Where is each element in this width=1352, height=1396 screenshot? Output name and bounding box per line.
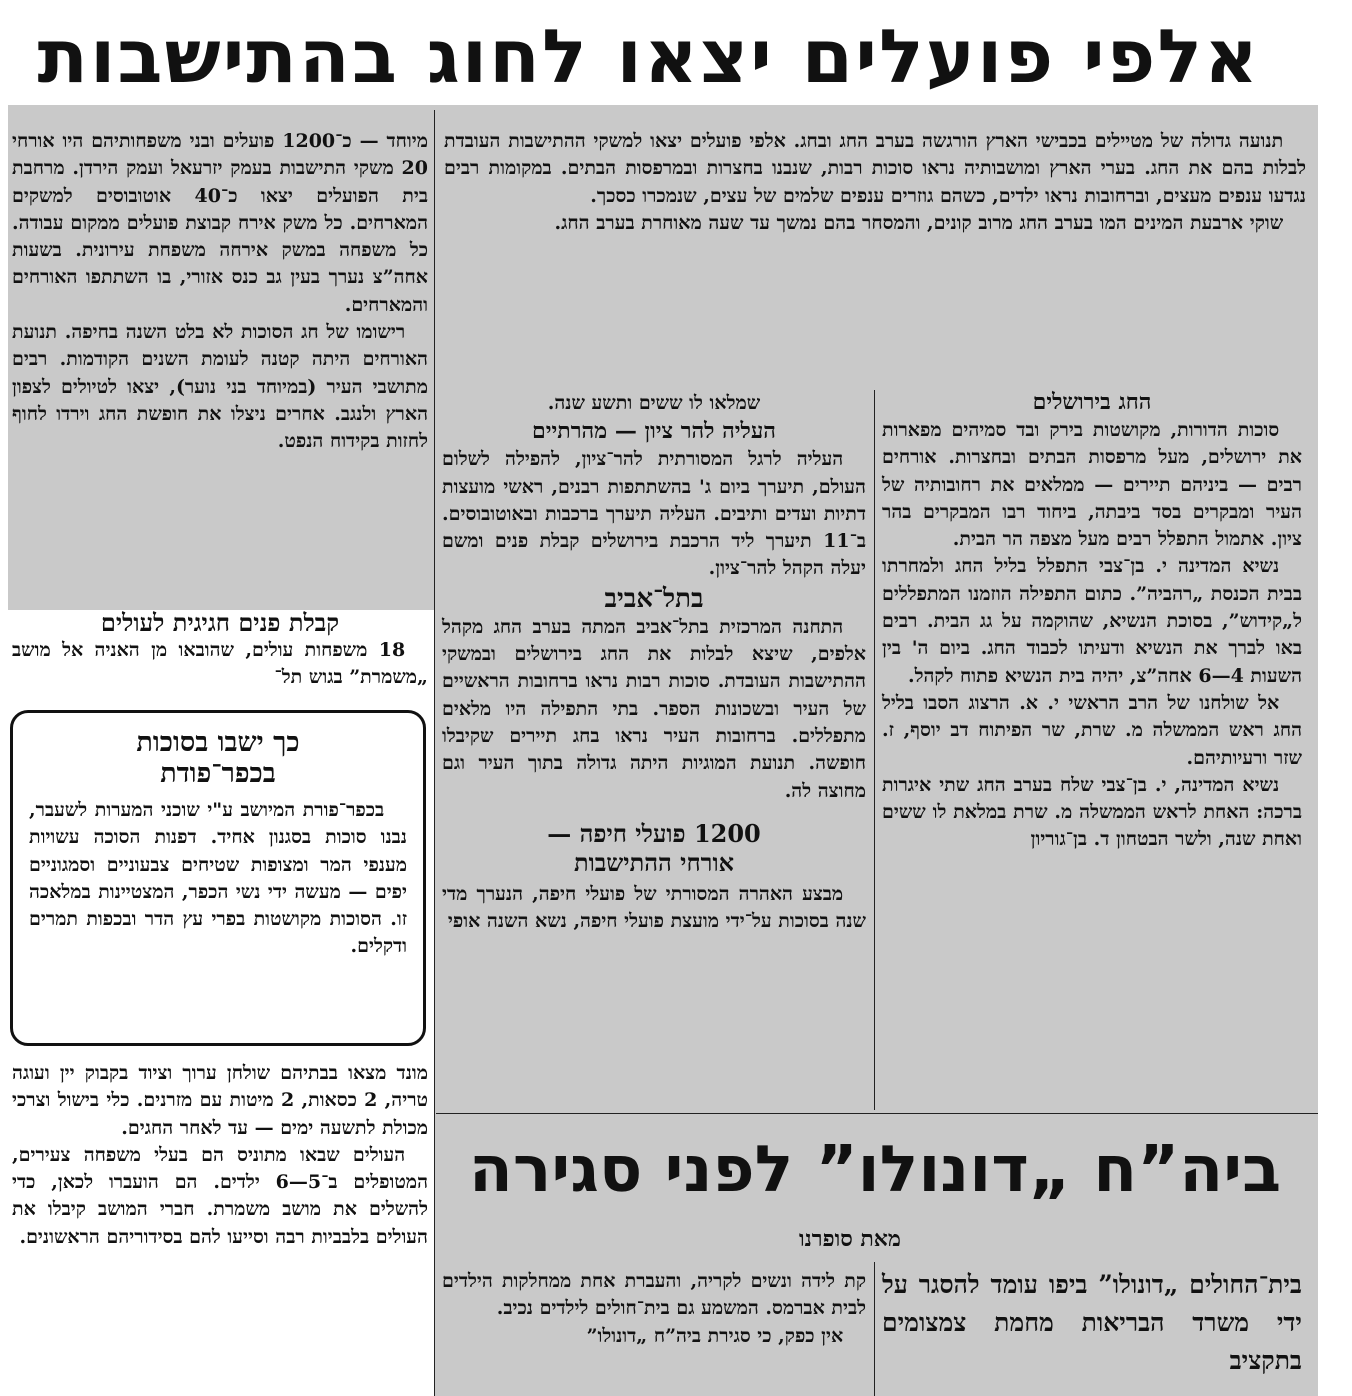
hospital-left-text [442, 1268, 866, 1350]
paragraph: העולים שבאו מתוניס הם בעלי משפחה צעירים, המטופלים ב־5—6 ילדים. הם הועברו לכאן, כדי להשלים את מושב משמרת. חברי המושב קיבלו את העולים בלבביות רבה וסייעו להם בסידוריהם הראשונים. [12, 1143, 428, 1248]
jerusalem-section [882, 386, 1302, 854]
paragraph: מיוחד — כ־1200 פועלים ובני משפחותיהם היו אורחי 20 משקי התישבות בעמק יזרעאל ועמק הירדן. מרחבת בית הפועלים יצאו כ־40 אוטובוסים למשקים המארחים. כל משק אירח קבוצת פועלים ממקום עבודה. כל משפחה במשק אירחה משפחת עירונית. בשעות אחה”צ נערך בעין גב כנס אזורי, בו השתתפו האורחים והמארחים. [12, 130, 428, 316]
box-text: בכפר־פורת המיושב ע"י שוכני המערות לשעבר, נבנו סוכות בסגנון אחיד. דפנות הסוכה עשויות מענפי המר ומצופות שטיחים צבעוניים וסמגוניים יפים — מעשה ידי נשי הכפר, המצטיינות במלאכה זו. הסוכות מקושטות בפרי עץ הדר ובכפות תמרים ודקלים. [29, 799, 407, 958]
box-title-line-1: כך ישבו בסוכות [136, 727, 300, 758]
hospital-top-rule [436, 1113, 1318, 1114]
middle-column [442, 390, 866, 935]
box-title-line-2: בכפר־פודת [160, 758, 276, 789]
paragraph: מונד מצאו בבתיהם שולחן ערוך וציוד בקבוק יין ועוגה טריה, 2 כסאות, 2 מיטות עם מזרנים. כלי בישול וצרכי מכולת לתשעה ימים — עד לאחר החגים. [12, 1062, 429, 1139]
subheading-olim: קבלת פנים חגיגית לעולים [100, 608, 340, 637]
paragraph: התחנה המרכזית בתל־אביב המתה בערב החג מקהל אלפים, שיצא לבלות את החג בירושלים ובמשקי ההתישבות העובדת. סוכות רבות נראו ברחובות הראשיים של העיר ובשכונות הספר. בתי התפילה היו מלאים מתפללים. ברחובות העיר נראו בחג תיירים שקיבלו חופשה. תנועת המוגיות היתה גדולה בתוך העיר וגם מחוצה לה. [442, 615, 866, 802]
kfar-porat-box [10, 710, 426, 1046]
paragraph: העליה לרגל המסורתית להר־ציון, להפילה לשלום העולם, תיערך ביום ג' בהשתתפות רבנים, ראשי מועצות דתיות ועדים ותיבים. העליה תיערך ברכבות ובאוטובוסים. ב־11 תיערך ליד הרכבת בירושלים קבלת פנים ומשם יעלה הקהל להר־ציון. [442, 448, 866, 580]
olim-section [12, 608, 428, 692]
paragraph: שוקי ארבעת המינים המו בערב החג מרוב קונים, והמסחר בהם נמשך עד שעה מאוחרת בערב החג. [554, 211, 1284, 234]
subheading-jerusalem: החג בירושלים [1032, 389, 1152, 415]
subheading-haifa-1: 1200 פועלי חיפה — [547, 818, 761, 848]
paragraph: מבצע האהרה המסורתי של פועלי חיפה, הנערך מדי שנה בסוכות על־ידי מועצת פועלי חיפה, נשא השנה אופי [442, 882, 866, 933]
hospital-byline: מאת סופרנו [799, 1226, 901, 1252]
paragraph: סוכות הדורות, מקושטות בירק ובד סמיהים מפארות את ירושלים, מעל מרפסות הבתים ובחצרות. אורחים רבים — ביניהם תיירים — ממלאים את רחובותיה של העיר ומבקרים בסד ביבתה, ביחוד רבו המבקרים בהר ציון. אתמול התפלל רבים מעל מצפה הר הבית. [882, 419, 1302, 551]
left-column-top [12, 128, 428, 456]
subheading-zion: העליה להר ציון — מהרתיים [532, 418, 776, 445]
paragraph: תנועה גדולה של מטיילים בכבישי הארץ הורגשה בערב החג ובחג. אלפי פועלים יצאו למשקי ההתישבות העובדת לבלות בהם את החג. בערי הארץ ומושבותיה נראו סוכות רבות, שנבנו בחצרות ובמרפסות הבתים. במקומות רבים נגדעו ענפים מעצים, וברחובות נראו ילדים, כשהם גוזרים ענפים שלמים של עצים, שנמכרו כסכך. [444, 130, 1306, 207]
hospital-headline: ביה”ח „דונולו” לפני סגירה [468, 1133, 1282, 1207]
paragraph: 18 משפחות עולים, שהובאו מן האניה אל מושב „משמרת” בגוש תל־ [12, 639, 428, 689]
hospital-lead: בית־החולים „דונולו” ביפו עומד להסגר על ידי משרד הבריאות מחמת צמצומים בתקציב [882, 1270, 1302, 1375]
paragraph: קת לידה ונשים לקריה, והעברת אחת ממחלקות הילדים לבית אברמס. המשמע גם בית־חולים לילדים נכיב. [442, 1270, 866, 1320]
paragraph: אין כפק, כי סגירת ביה”ח „דונולו” [586, 1324, 844, 1347]
hospital-column-rule [874, 1262, 875, 1396]
paragraph: אל שולחנו של הרב הראשי י. א. הרצוג הסבו בליל החג ראש הממשלה מ. שרת, שר הפיתוח דב יוסף, ז. שזר ורעיותיהם. [882, 691, 1302, 769]
main-headline: אלפי פועלים יצאו לחוג בהתישבות [37, 14, 1260, 100]
paragraph: נשיא המדינה, י. בן־צבי שלח בערב החג שתי איגרות ברכה: האחת לראש הממשלה מ. שרת במלאת לו ששים ואחת שנה, ולשר הבטחון ד. בן־גוריון [882, 773, 1302, 851]
subheading-tel-aviv: בתל־אביב [604, 583, 704, 614]
paragraph: נשיא המדינה י. בן־צבי התפלל בליל החג ולמחרתו בבית הכנסת „רהביה”. כתום התפילה הוזמנו המתפללים ל„קידוש”, בסוכת הנשיא, שהוקמה על גג הבית. רבים באו לברך את הנשיא ודעיתו לכבוד החג. ביום ה' בין השעות 4—6 אחה”צ, יהיה בית הנשיא פתוח לקהל. [882, 555, 1303, 687]
paragraph: רישומו של חג הסוכות לא בלט השנה בחיפה. תנועת האורחים היתה קטנה לעומת השנים הקודמות. רבים מתושבי העיר (במיוחד בני נוער), יצאו לטיולים לצפון הארץ ולנגב. אחרים ניצלו את חופשת החג וירדו לחוף לחזות בקידוח הנפט. [12, 321, 428, 453]
subheading-haifa-2: אורחי ההתישבות [573, 847, 735, 877]
left-column-bottom [12, 1060, 428, 1251]
column-rule-left [434, 110, 435, 1396]
article-intro [444, 128, 1306, 237]
paragraph: שמלאו לו ששים ותשע שנה. [547, 392, 761, 414]
column-rule-right [874, 390, 875, 1110]
